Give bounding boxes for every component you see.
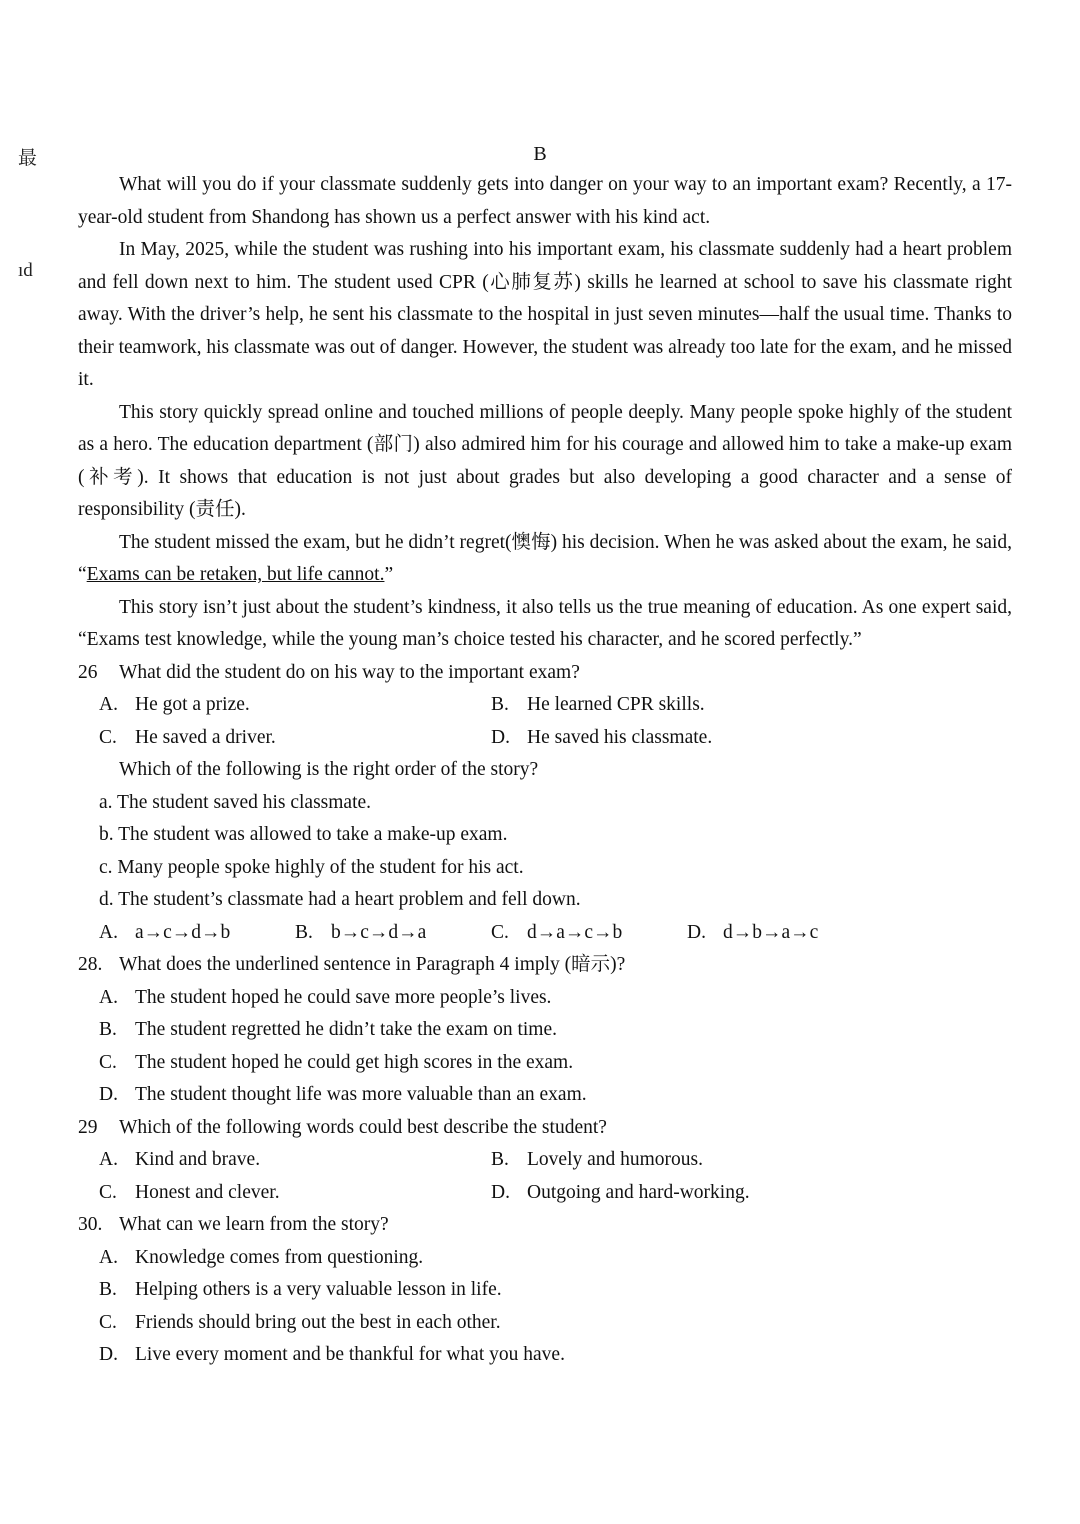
option-text: Outgoing and hard-working. <box>527 1181 750 1203</box>
option-b[interactable] <box>295 917 491 950</box>
option-letter: D. <box>99 1084 118 1105</box>
option-d[interactable] <box>99 1339 999 1372</box>
option-text: The student hoped he could get high scores in the exam. <box>135 1051 574 1073</box>
option-a[interactable] <box>99 689 491 722</box>
option-row <box>78 689 1012 722</box>
question-stem: Which of the following words could best describe the student? <box>119 1116 607 1138</box>
option-letter: D. <box>99 1344 118 1365</box>
option-d[interactable] <box>491 722 883 755</box>
option-letter: C. <box>99 1311 117 1333</box>
option-row <box>78 1242 1012 1275</box>
question-number: 29 <box>78 1116 98 1138</box>
option-a[interactable] <box>99 1144 491 1177</box>
question-28 <box>78 949 1012 982</box>
paragraph-4-before: The student missed the exam, but he didn’t regret(懊悔) his decision. When he was asked about the exam, he said, “ <box>78 531 1012 585</box>
option-text: He got a prize. <box>135 694 250 715</box>
option-text: Live every moment and be thankful for what you have. <box>135 1344 565 1365</box>
option-letter: C. <box>99 1051 117 1073</box>
option-letter: B. <box>491 694 509 715</box>
option-c[interactable] <box>99 1047 999 1080</box>
option-c[interactable] <box>491 917 687 950</box>
option-a[interactable] <box>99 917 295 950</box>
question-number: 30. <box>78 1214 103 1235</box>
question-30 <box>78 1209 1012 1242</box>
option-row <box>78 1014 1012 1047</box>
option-letter: A. <box>99 986 118 1008</box>
option-row <box>78 1079 1012 1112</box>
question-27-stem: Which of the following is the right order of the story? <box>119 759 539 780</box>
option-row <box>78 722 1012 755</box>
question-stem: What does the underlined sentence in Paragraph 4 imply (暗示)? <box>119 954 626 975</box>
option-letter: C. <box>99 1181 117 1203</box>
option-text: He saved a driver. <box>135 726 276 748</box>
question-number: 28. <box>78 954 103 975</box>
sequence-item-a: a. The student saved his classmate. <box>99 791 372 813</box>
margin-mark-top: 最 <box>18 148 38 169</box>
option-d[interactable] <box>491 1177 883 1210</box>
option-row <box>78 1307 1012 1340</box>
paragraph-1: What will you do if your classmate suddenly gets into danger on your way to an important exam? Recently, a 17-year-old student from Shandong has shown us a perfect answer with his kind act. <box>78 174 1012 228</box>
option-b[interactable] <box>491 1144 883 1177</box>
option-text: Helping others is a very valuable lesson in life. <box>135 1279 502 1300</box>
option-letter: B. <box>99 1019 117 1040</box>
option-text: The student thought life was more valuable than an exam. <box>135 1084 587 1105</box>
option-letter: A. <box>99 921 118 943</box>
option-text: Knowledge comes from questioning. <box>135 1246 424 1268</box>
option-text: The student regretted he didn’t take the exam on time. <box>135 1019 558 1040</box>
option-text: Friends should bring out the best in each other. <box>135 1311 501 1333</box>
paragraph-4-after: ” <box>384 564 394 585</box>
sequence-item-c: c. Many people spoke highly of the student for his act. <box>99 856 524 878</box>
option-b[interactable] <box>99 1014 999 1047</box>
option-b[interactable] <box>491 689 883 722</box>
option-text: d→a→c→b <box>527 921 623 943</box>
question-number: 26 <box>78 661 98 683</box>
option-letter: B. <box>295 921 313 943</box>
option-row <box>78 1274 1012 1307</box>
option-row <box>78 1339 1012 1372</box>
section-label: B <box>533 143 547 165</box>
option-row <box>78 1144 1012 1177</box>
option-text: He learned CPR skills. <box>527 694 705 715</box>
sequence-item-d: d. The student’s classmate had a heart problem and fell down. <box>99 889 581 910</box>
paragraph-3: This story quickly spread online and touched millions of people deeply. Many people spoke highly of the student as a hero. The education department (部门) also admired him for his courage and allowed him to take a make-up exam (补考). It shows that education is not just about grades but also developing a good character and a sense of responsibility (责任). <box>78 401 1012 520</box>
option-text: Kind and brave. <box>135 1149 261 1170</box>
option-a[interactable] <box>99 982 999 1015</box>
option-c[interactable] <box>99 1307 999 1340</box>
option-c[interactable] <box>99 722 491 755</box>
paragraph-4 <box>78 527 1012 592</box>
underlined-sentence: Exams can be retaken, but life cannot. <box>86 564 385 585</box>
paragraph-2: In May, 2025, while the student was rushing into his important exam, his classmate suddenly had a heart problem and fell down next to him. The student used CPR (心肺复苏) skills he learned at school to save his classmate right away. With the driver’s help, he sent his classmate to the hospital in just seven minutes—half the usual time. Thanks to their teamwork, his classmate was out of danger. However, the student was already too late for the exam, and he missed it. <box>78 239 1012 390</box>
option-a[interactable] <box>99 1242 999 1275</box>
option-d[interactable] <box>99 1079 999 1112</box>
option-letter: D. <box>687 921 706 943</box>
option-text: He saved his classmate. <box>527 726 713 748</box>
option-text: d→b→a→c <box>723 921 819 943</box>
option-letter: B. <box>491 1149 509 1170</box>
option-row <box>78 1177 1012 1210</box>
question-29 <box>78 1112 1012 1145</box>
option-d[interactable] <box>687 917 883 950</box>
sequence-item-b: b. The student was allowed to take a make-up exam. <box>99 824 508 845</box>
option-text: b→c→d→a <box>331 921 427 943</box>
question-stem: What did the student do on his way to the important exam? <box>119 661 580 683</box>
option-letter: C. <box>99 726 117 748</box>
option-letter: A. <box>99 694 118 715</box>
option-c[interactable] <box>99 1177 491 1210</box>
option-text: The student hoped he could save more people’s lives. <box>135 986 552 1008</box>
reading-passage <box>78 169 1012 1372</box>
question-stem: What can we learn from the story? <box>119 1214 389 1235</box>
option-letter: B. <box>99 1279 117 1300</box>
option-text: a→c→d→b <box>135 921 231 943</box>
option-text: Lovely and humorous. <box>527 1149 704 1170</box>
option-row <box>78 1047 1012 1080</box>
option-letter: D. <box>491 1181 510 1203</box>
option-row <box>78 982 1012 1015</box>
option-letter: A. <box>99 1246 118 1268</box>
option-text: Honest and clever. <box>135 1181 280 1203</box>
margin-mark-middle: ıd <box>18 260 33 281</box>
question-26 <box>78 657 1012 690</box>
paragraph-5: This story isn’t just about the student’s kindness, it also tells us the true meaning of education. As one expert said, “Exams test knowledge, while the young man’s choice tested his character, and he scored perfectly.” <box>78 596 1012 650</box>
option-letter: A. <box>99 1149 118 1170</box>
option-letter: C. <box>491 921 509 943</box>
option-letter: D. <box>491 726 510 748</box>
option-b[interactable] <box>99 1274 999 1307</box>
option-row <box>78 917 1012 950</box>
